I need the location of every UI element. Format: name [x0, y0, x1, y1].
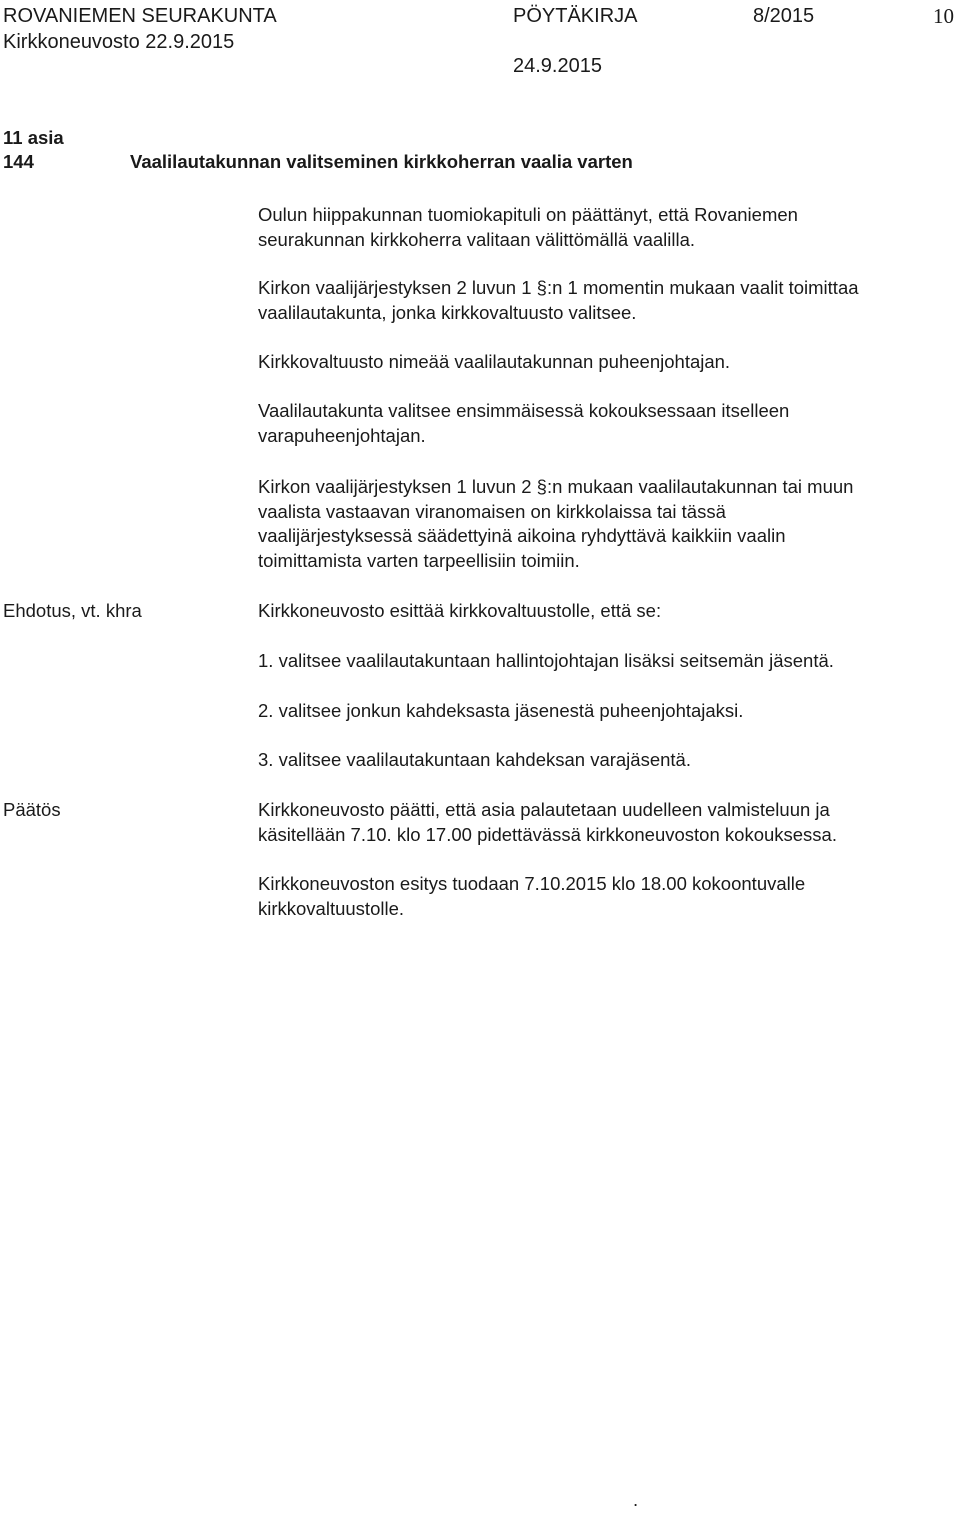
paragraph — [258, 276, 958, 325]
paragraph-text: Oulun hiippakunnan tuomiokapituli on päättänyt, että Rovaniemen seurakunnan kirkkoherra valitaan välittömällä vaalilla. — [258, 204, 798, 250]
proposal-label: Ehdotus, vt. khra — [3, 600, 142, 621]
organization-name: ROVANIEMEN SEURAKUNTA — [3, 5, 277, 27]
section-number: 144 — [3, 151, 34, 172]
meeting-name: Kirkkoneuvosto 22.9.2015 — [3, 31, 235, 53]
decision-followup — [258, 872, 958, 921]
paragraph — [258, 350, 958, 375]
decision-label: Päätös — [3, 799, 61, 820]
paragraph — [258, 203, 958, 252]
list-item — [258, 748, 958, 773]
proposal-intro-text: Kirkkoneuvosto esittää kirkkovaltuustolle, että se: — [258, 600, 662, 621]
paragraph-text: Kirkon vaalijärjestyksen 1 luvun 2 §:n mukaan vaalilautakunnan tai muun vaalista vastaavan viranomaisen on kirkkolaissa tai tässä vaalijärjestyksessä säädettyinä aikoina ryhdyttävä kaikkiin vaalin toimittamista varten tarpeellisiin toimiin. — [258, 476, 854, 571]
paragraph-text: Kirkkovaltuusto nimeää vaalilautakunnan puheenjohtajan. — [258, 351, 731, 372]
list-item — [258, 699, 958, 724]
list-item — [258, 649, 958, 674]
paragraph-text: Kirkon vaalijärjestyksen 2 luvun 1 §:n 1 momentin mukaan vaalit toimittaa vaalilautakunta, jonka kirkkovaltuusto valitsee. — [258, 277, 859, 323]
agenda-item-label: 11 asia — [3, 127, 64, 148]
paragraph — [258, 475, 958, 573]
decision-text-1: Kirkkoneuvosto päätti, että asia palautetaan uudelleen valmisteluun ja käsitellään 7.10. klo 17.00 pidettävässä kirkkoneuvoston kokouksessa. — [258, 799, 837, 845]
document-number: 8/2015 — [753, 5, 815, 27]
list-item-text: 2. valitsee jonkun kahdeksasta jäsenestä puheenjohtajaksi. — [258, 700, 744, 721]
decision-text — [258, 798, 958, 847]
page-number: 10 — [933, 4, 954, 28]
paragraph — [258, 399, 958, 448]
list-item-text: 1. valitsee vaalilautakuntaan hallintojohtajan lisäksi seitsemän jäsentä. — [258, 650, 834, 671]
list-item-text: 3. valitsee vaalilautakuntaan kahdeksan varajäsentä. — [258, 749, 691, 770]
proposal-intro — [258, 599, 958, 624]
footer-mark: . — [633, 1489, 639, 1510]
decision-text-2: Kirkkoneuvoston esitys tuodaan 7.10.2015 klo 18.00 kokoontuvalle kirkkovaltuustolle. — [258, 873, 806, 919]
document-type: PÖYTÄKIRJA — [513, 5, 638, 27]
document-date: 24.9.2015 — [513, 55, 602, 77]
paragraph-text: Vaalilautakunta valitsee ensimmäisessä kokouksessaan itselleen varapuheenjohtajan. — [258, 400, 790, 446]
section-title: Vaalilautakunnan valitseminen kirkkoherran vaalia varten — [130, 151, 633, 172]
